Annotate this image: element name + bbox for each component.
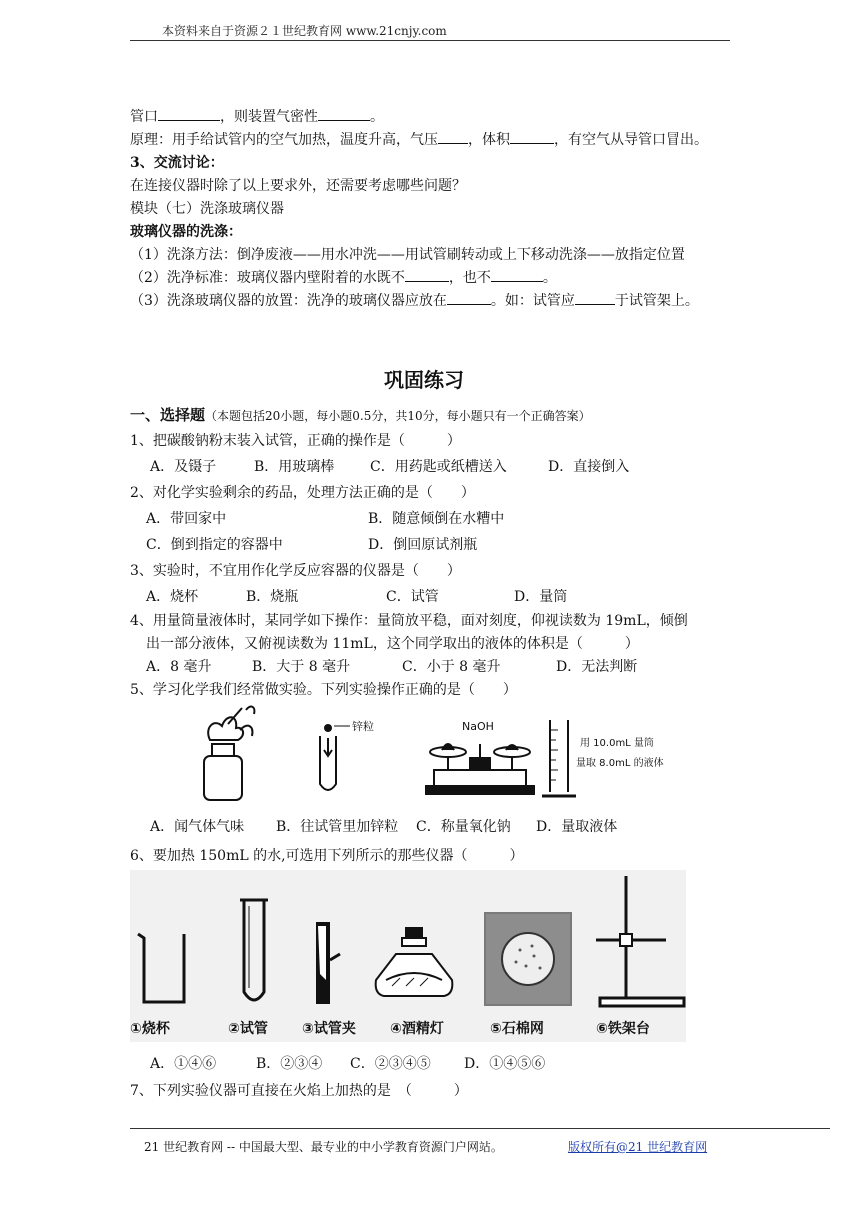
blank bbox=[575, 290, 615, 305]
asbestos-mesh-illustration bbox=[484, 912, 572, 1006]
q2-option-b: B．随意倾倒在水糟中 bbox=[368, 511, 505, 527]
q2-option-c: C．倒到指定的容器中 bbox=[146, 537, 283, 553]
q2-option-a: A．带回家中 bbox=[146, 511, 227, 527]
cylinder-label-2: 量取 8.0mL 的液体 bbox=[576, 758, 664, 769]
caption-asbestos-mesh: ⑤石棉网 bbox=[490, 1021, 544, 1037]
q6-option-a: A．①④⑥ bbox=[150, 1056, 217, 1072]
q5-option-c: C．称量氧化钠 bbox=[416, 819, 511, 835]
blank bbox=[438, 129, 468, 144]
q2-option-d: D．倒回原试剂瓶 bbox=[368, 537, 478, 553]
test-tube-clamp-illustration bbox=[316, 922, 340, 1004]
q1-option-a: A．及镊子 bbox=[150, 459, 217, 475]
blank bbox=[447, 290, 491, 305]
caption-alcohol-lamp: ④酒精灯 bbox=[390, 1021, 444, 1037]
q4-option-b: B．大于 8 毫升 bbox=[252, 659, 351, 675]
q1-option-c: C．用药匙或纸槽送入 bbox=[370, 459, 507, 475]
q4-option-d: D．无法判断 bbox=[556, 659, 638, 675]
q3-option-b: B．烧瓶 bbox=[246, 589, 299, 605]
airtight-line: 管口 ，则装置气密性 。 bbox=[130, 106, 384, 128]
q5-stem: 5、学习化学我们经常做实验。下列实验操作正确的是（ ） bbox=[130, 682, 517, 698]
footer-copyright-link[interactable]: 版权所有@21 世纪教育网 bbox=[568, 1140, 708, 1154]
test-tube-illustration bbox=[240, 900, 268, 1000]
blank bbox=[510, 129, 554, 144]
q6-figure bbox=[130, 870, 686, 1042]
q6-option-d: D．①④⑤⑥ bbox=[464, 1056, 546, 1072]
footer-left: 21 世纪教育网 -- 中国最大型、最专业的中小学教育资源门户网站。 bbox=[144, 1140, 503, 1154]
q6-option-b: B．②③④ bbox=[256, 1056, 323, 1072]
zinc-label: 锌粒 bbox=[352, 720, 374, 733]
caption-iron-stand: ⑥铁架台 bbox=[596, 1021, 650, 1037]
header-rule bbox=[130, 40, 730, 41]
alcohol-lamp-illustration bbox=[376, 928, 453, 996]
q6-instruments bbox=[130, 870, 686, 1016]
caption-test-tube: ②试管 bbox=[228, 1021, 268, 1037]
washing-method: （1）洗涤方法：倒净废液——用水冲洗——用试管刷转动或上下移动洗涤——放指定位置 bbox=[130, 247, 685, 263]
q6-option-c: C．②③④⑤ bbox=[350, 1056, 431, 1072]
footer-rule bbox=[130, 1128, 830, 1129]
beaker-illustration bbox=[138, 934, 184, 1002]
washing-heading: 玻璃仪器的洗涤： bbox=[130, 224, 242, 240]
q1-option-d: D．直接倒入 bbox=[548, 459, 630, 475]
measure-liquid-illustration bbox=[542, 720, 664, 796]
blank bbox=[318, 106, 370, 121]
q7-stem: 7、下列实验仪器可直接在火焰上加热的是 （ ） bbox=[130, 1083, 468, 1099]
q5-option-a: A．闻气体气味 bbox=[150, 819, 245, 835]
q5-option-d: D．量取液体 bbox=[536, 819, 618, 835]
iron-stand-illustration bbox=[596, 876, 684, 1006]
q6-stem: 6、要加热 150mL 的水,可选用下列所示的那些仪器（ ） bbox=[130, 848, 524, 864]
q4-stem-line2: 出一部分液体，又俯视读数为 11mL，这个同学取出的液体的体积是（ ） bbox=[146, 636, 639, 652]
blank bbox=[491, 267, 543, 282]
cylinder-label-1: 用 10.0mL 量筒 bbox=[580, 738, 654, 749]
practice-title: 巩固练习 bbox=[384, 368, 464, 392]
module-7-heading: 模块（七）洗涤玻璃仪器 bbox=[130, 201, 284, 217]
principle-line: 原理：用手给试管内的空气加热，温度升高，气压 ，体积 ，有空气从导管口冒出。 bbox=[130, 129, 708, 151]
blank bbox=[405, 267, 449, 282]
smell-gas-illustration bbox=[204, 707, 254, 800]
washing-standard: （2）洗净标准：玻璃仪器内壁附着的水既不 ，也不 。 bbox=[130, 267, 557, 289]
discussion-heading: 3、交流讨论： bbox=[130, 155, 224, 171]
q4-stem-line1: 4、用量筒量液体时，某同学如下操作：量筒放平稳，面对刻度，仰视读数为 19mL，倾倒 bbox=[130, 613, 688, 629]
add-zinc-illustration bbox=[320, 719, 374, 790]
q3-option-d: D．量筒 bbox=[514, 589, 568, 605]
q1-option-b: B．用玻璃棒 bbox=[254, 459, 335, 475]
weigh-naoh-illustration bbox=[426, 720, 534, 794]
q5-option-b: B．往试管里加锌粒 bbox=[276, 819, 399, 835]
q3-option-a: A．烧杯 bbox=[146, 589, 199, 605]
mcq-heading-line: 一、选择题（本题包括20小题，每小题0.5分，共10分，每小题只有一个正确答案） bbox=[130, 406, 591, 424]
naoh-label: NaOH bbox=[462, 720, 494, 733]
q3-stem: 3、实验时，不宜用作化学反应容器的仪器是（ ） bbox=[130, 563, 461, 579]
q1-stem: 1、把碳酸钠粉末装入试管，正确的操作是（ ） bbox=[130, 433, 461, 449]
q5-figure bbox=[180, 700, 700, 804]
washing-placement: （3）洗涤玻璃仪器的放置：洗净的玻璃仪器应放在 。如：试管应 于试管架上。 bbox=[130, 290, 699, 312]
blank bbox=[158, 106, 220, 121]
discussion-question: 在连接仪器时除了以上要求外，还需要考虑哪些问题？ bbox=[130, 178, 466, 194]
q2-stem: 2、对化学实验剩余的药品，处理方法正确的是（ ） bbox=[130, 485, 475, 501]
q4-option-a: A．8 毫升 bbox=[146, 659, 212, 675]
q3-option-c: C．试管 bbox=[386, 589, 439, 605]
caption-test-tube-clamp: ③试管夹 bbox=[302, 1021, 356, 1037]
q4-option-c: C．小于 8 毫升 bbox=[402, 659, 501, 675]
page-header: 本资料来自于资源２１世纪教育网 www.21cnjy.com bbox=[162, 24, 447, 38]
caption-beaker: ①烧杯 bbox=[130, 1021, 170, 1037]
